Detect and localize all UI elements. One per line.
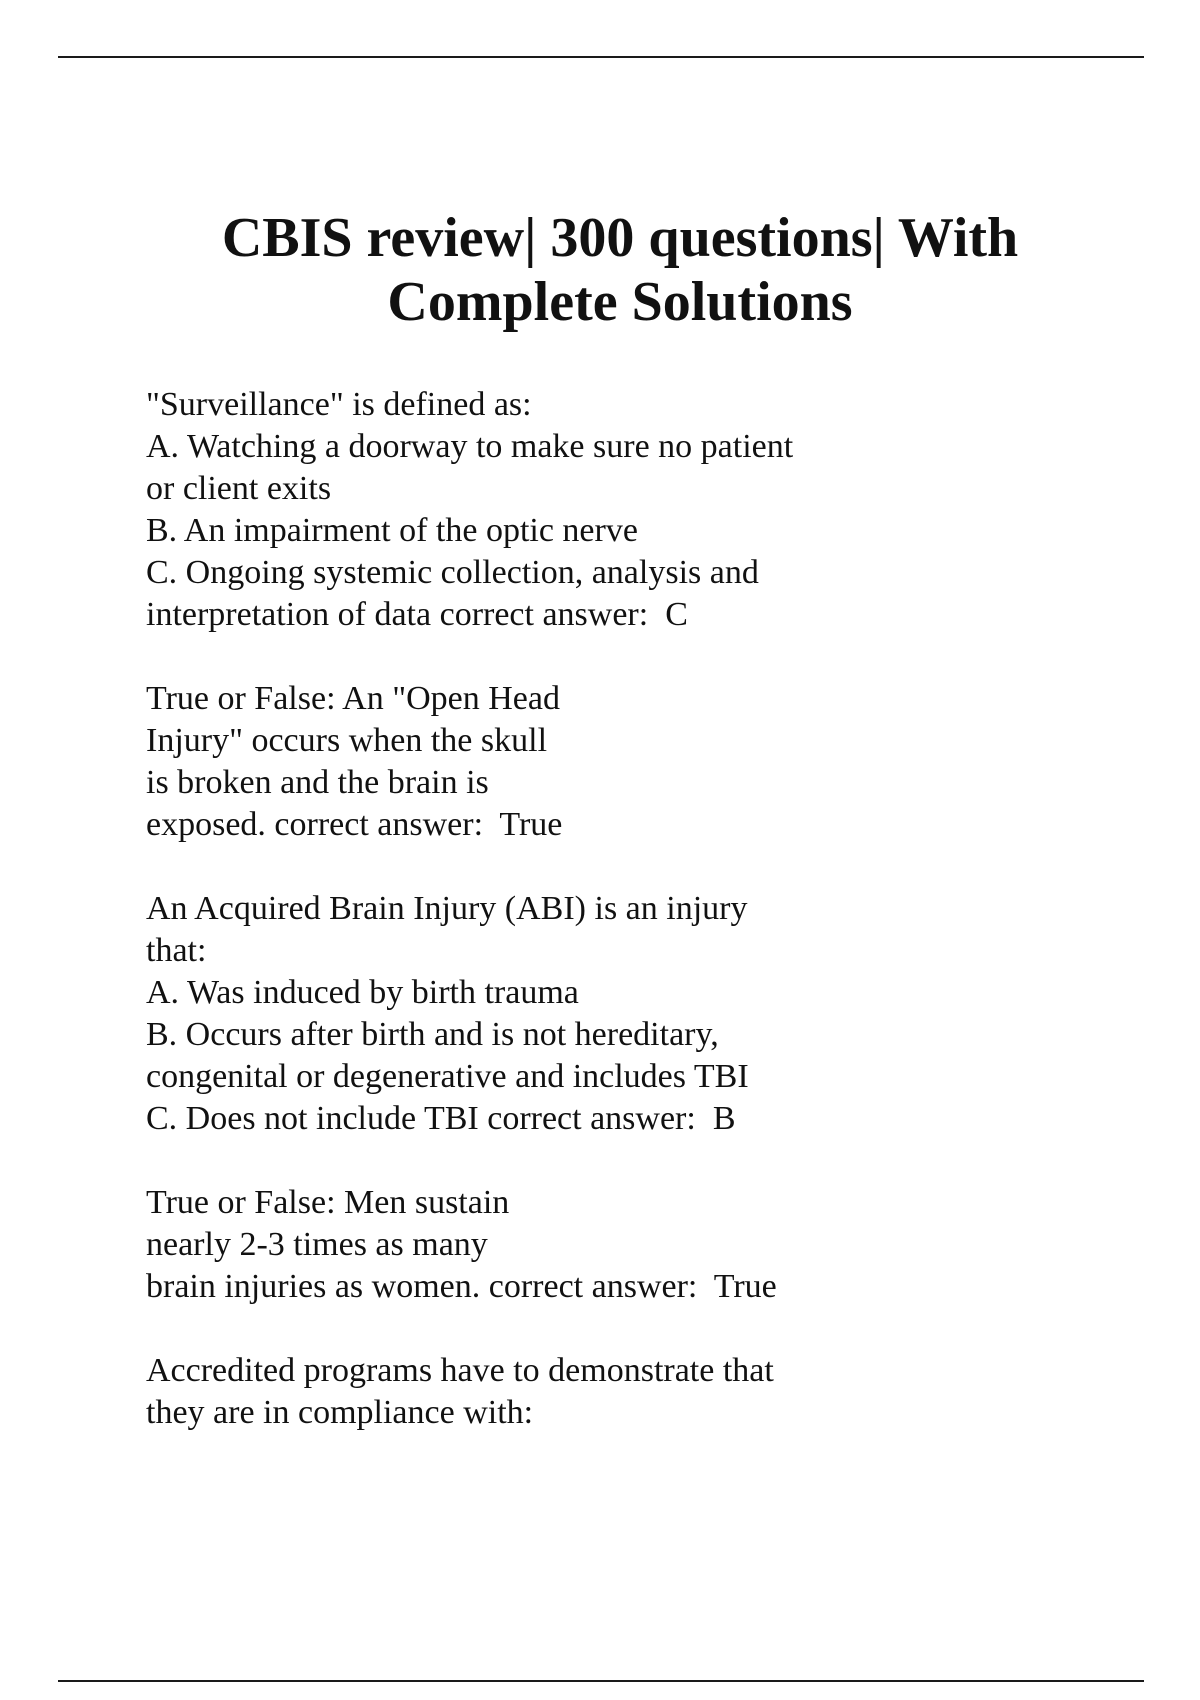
answer-option-b-cont: congenital or degenerative and includes TBI xyxy=(146,1058,749,1095)
question-text: True or False: Men sustain xyxy=(146,1184,510,1221)
question-text-cont: is broken and the brain is xyxy=(146,764,489,801)
question-1 xyxy=(146,384,1046,636)
answer-option-b: B. An impairment of the optic nerve xyxy=(146,512,638,549)
header-rule xyxy=(58,56,1144,58)
title-line-1: CBIS review| 300 questions| With xyxy=(221,207,1019,269)
title-line-2: Complete Solutions xyxy=(387,271,853,333)
correct-answer-line: interpretation of data correct answer: C xyxy=(146,596,688,633)
question-4 xyxy=(146,1182,1046,1308)
question-list xyxy=(146,384,1046,1476)
question-3 xyxy=(146,888,1046,1140)
answer-option-b: B. Occurs after birth and is not hereditary, xyxy=(146,1016,719,1053)
question-2 xyxy=(146,678,1046,846)
footer-rule xyxy=(58,1680,1144,1682)
question-text-cont: nearly 2-3 times as many xyxy=(146,1226,488,1263)
question-text-cont: Injury" occurs when the skull xyxy=(146,722,548,759)
question-text: "Surveillance" is defined as: xyxy=(146,386,532,423)
question-text-cont: that: xyxy=(146,932,207,969)
answer-option-c: C. Ongoing systemic collection, analysis and xyxy=(146,554,759,591)
question-text: An Acquired Brain Injury (ABI) is an injury xyxy=(146,890,748,927)
answer-option-a-cont: or client exits xyxy=(146,470,332,507)
question-text-cont: they are in compliance with: xyxy=(146,1394,534,1431)
correct-answer-line: C. Does not include TBI correct answer: B xyxy=(146,1100,736,1137)
question-5 xyxy=(146,1350,1046,1434)
document-title xyxy=(0,206,1200,334)
correct-answer-line: exposed. correct answer: True xyxy=(146,806,563,843)
answer-option-a: A. Watching a doorway to make sure no patient xyxy=(146,428,794,465)
correct-answer-line: brain injuries as women. correct answer: True xyxy=(146,1268,777,1305)
question-text: Accredited programs have to demonstrate that xyxy=(146,1352,774,1389)
answer-option-a: A. Was induced by birth trauma xyxy=(146,974,579,1011)
question-text: True or False: An "Open Head xyxy=(146,680,560,717)
